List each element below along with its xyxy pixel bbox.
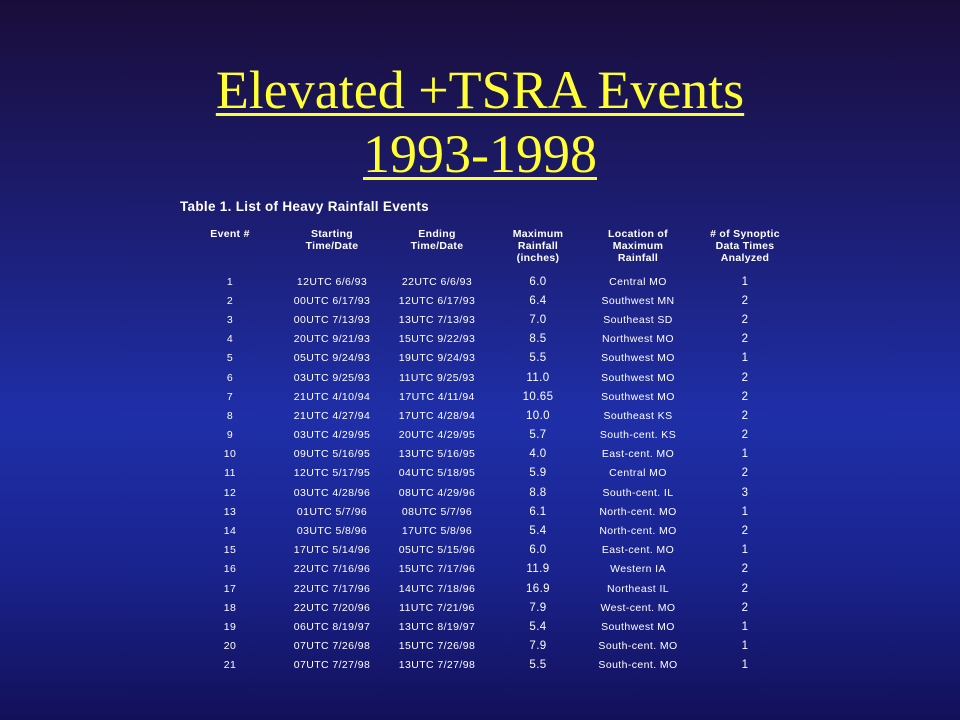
cell-location: Northeast IL: [607, 582, 669, 595]
cell-max-rainfall: 11.9: [526, 563, 550, 576]
cell-synoptic-times: 1: [741, 659, 749, 672]
cell-synoptic-times: 2: [741, 582, 749, 595]
cell-ending-time: 13UTC 7/27/98: [398, 659, 476, 672]
table-row: [180, 502, 800, 521]
table-header-row: [180, 228, 800, 272]
cell-location: Southwest MO: [601, 390, 675, 403]
cell-event-number: 6: [226, 371, 234, 384]
cell-event-number: 18: [223, 601, 237, 614]
cell-ending-time: 17UTC 4/11/94: [399, 390, 475, 403]
cell-starting-time: 17UTC 5/14/96: [293, 544, 371, 557]
cell-synoptic-times: 2: [741, 390, 749, 403]
cell-max-rainfall: 6.0: [529, 275, 547, 288]
header-synoptic-times: # of Synoptic Data Times Analyzed: [710, 228, 780, 264]
cell-max-rainfall: 7.9: [529, 601, 547, 614]
cell-location: Southeast KS: [603, 409, 673, 422]
cell-event-number: 19: [223, 620, 237, 633]
cell-starting-time: 22UTC 7/20/96: [293, 601, 371, 614]
cell-ending-time: 04UTC 5/18/95: [398, 467, 476, 480]
table-row: [180, 387, 800, 406]
cell-synoptic-times: 2: [741, 429, 749, 442]
table-row: [180, 637, 800, 656]
cell-starting-time: 20UTC 9/21/93: [293, 333, 371, 346]
cell-starting-time: 05UTC 9/24/93: [293, 352, 371, 365]
cell-location: South-cent. KS: [599, 429, 677, 442]
cell-ending-time: 14UTC 7/18/96: [398, 582, 476, 595]
cell-ending-time: 17UTC 4/28/94: [398, 409, 476, 422]
cell-max-rainfall: 5.5: [529, 659, 547, 672]
cell-synoptic-times: 2: [741, 409, 749, 422]
cell-synoptic-times: 1: [741, 620, 749, 633]
cell-synoptic-times: 1: [741, 505, 749, 518]
cell-location: West-cent. MO: [600, 601, 676, 614]
cell-max-rainfall: 7.0: [529, 313, 547, 326]
cell-starting-time: 09UTC 5/16/95: [293, 448, 371, 461]
table-row: [180, 349, 800, 368]
cell-synoptic-times: 2: [741, 313, 749, 326]
cell-starting-time: 12UTC 5/17/95: [293, 467, 371, 480]
cell-event-number: 8: [226, 409, 234, 422]
cell-location: Southeast SD: [603, 313, 673, 326]
cell-event-number: 15: [223, 544, 237, 557]
cell-synoptic-times: 1: [741, 544, 749, 557]
cell-location: Southwest MN: [601, 294, 675, 307]
cell-synoptic-times: 3: [741, 486, 749, 499]
cell-location: East-cent. MO: [601, 448, 675, 461]
table-row: [180, 521, 800, 540]
cell-event-number: 14: [223, 525, 237, 538]
header-location: Location of Maximum Rainfall: [608, 228, 668, 264]
header-maximum-rainfall: Maximum Rainfall (inches): [512, 228, 564, 264]
cell-event-number: 5: [226, 352, 234, 365]
header-event-number: Event #: [210, 228, 250, 240]
table-row: [180, 330, 800, 349]
table-row: [180, 368, 800, 387]
cell-starting-time: 07UTC 7/26/98: [293, 640, 371, 653]
cell-ending-time: 13UTC 5/16/95: [398, 448, 476, 461]
cell-synoptic-times: 2: [741, 601, 749, 614]
cell-starting-time: 06UTC 8/19/97: [293, 620, 371, 633]
table-row: [180, 656, 800, 675]
cell-max-rainfall: 6.4: [529, 294, 547, 307]
cell-event-number: 11: [224, 467, 236, 480]
cell-max-rainfall: 5.4: [529, 620, 547, 633]
cell-event-number: 9: [226, 429, 234, 442]
table-row: [180, 445, 800, 464]
cell-location: North-cent. MO: [599, 525, 677, 538]
slide-title: [0, 58, 960, 186]
cell-ending-time: 22UTC 6/6/93: [401, 275, 473, 288]
cell-max-rainfall: 5.9: [529, 467, 547, 480]
cell-max-rainfall: 10.0: [526, 409, 550, 422]
cell-synoptic-times: 2: [741, 563, 749, 576]
cell-max-rainfall: 5.4: [529, 525, 547, 538]
table-row: [180, 291, 800, 310]
cell-starting-time: 21UTC 4/10/94: [293, 390, 371, 403]
cell-max-rainfall: 5.5: [529, 352, 547, 365]
cell-ending-time: 08UTC 5/7/96: [401, 505, 473, 518]
table-row: [180, 598, 800, 617]
cell-starting-time: 00UTC 7/13/93: [293, 313, 371, 326]
cell-ending-time: 05UTC 5/15/96: [398, 544, 476, 557]
cell-event-number: 21: [223, 659, 237, 672]
cell-synoptic-times: 2: [741, 294, 749, 307]
table-body: [180, 272, 800, 675]
cell-synoptic-times: 2: [741, 371, 749, 384]
cell-synoptic-times: 2: [741, 525, 749, 538]
table-caption: Table 1. List of Heavy Rainfall Events: [180, 199, 429, 214]
header-ending-time: Ending Time/Date: [410, 228, 464, 252]
cell-ending-time: 08UTC 4/29/96: [398, 486, 476, 499]
cell-ending-time: 15UTC 7/26/98: [398, 640, 476, 653]
cell-location: Southwest MO: [601, 352, 675, 365]
cell-ending-time: 11UTC 7/21/96: [399, 601, 475, 614]
cell-location: South-cent. MO: [598, 659, 678, 672]
table-row: [180, 426, 800, 445]
cell-starting-time: 03UTC 9/25/93: [293, 371, 371, 384]
rainfall-events-table: [180, 228, 800, 675]
slide-title-line-1: Elevated +TSRA Events: [215, 60, 745, 120]
cell-location: Central MO: [609, 467, 667, 480]
cell-event-number: 3: [226, 313, 234, 326]
cell-ending-time: 15UTC 7/17/96: [398, 563, 476, 576]
cell-max-rainfall: 10.65: [522, 390, 554, 403]
cell-event-number: 1: [226, 275, 234, 288]
cell-ending-time: 15UTC 9/22/93: [398, 333, 476, 346]
cell-synoptic-times: 1: [741, 352, 749, 365]
cell-ending-time: 19UTC 9/24/93: [398, 352, 476, 365]
cell-ending-time: 13UTC 8/19/97: [398, 620, 476, 633]
cell-starting-time: 03UTC 4/29/95: [293, 429, 371, 442]
cell-synoptic-times: 1: [741, 448, 749, 461]
cell-event-number: 17: [223, 582, 237, 595]
cell-location: East-cent. MO: [601, 544, 675, 557]
cell-location: Western IA: [610, 563, 666, 576]
cell-event-number: 4: [226, 333, 234, 346]
cell-starting-time: 00UTC 6/17/93: [293, 294, 371, 307]
cell-max-rainfall: 6.0: [529, 544, 547, 557]
cell-max-rainfall: 6.1: [529, 505, 547, 518]
cell-ending-time: 13UTC 7/13/93: [398, 313, 476, 326]
cell-starting-time: 03UTC 4/28/96: [293, 486, 371, 499]
cell-starting-time: 22UTC 7/17/96: [293, 582, 371, 595]
cell-starting-time: 03UTC 5/8/96: [296, 525, 368, 538]
cell-starting-time: 21UTC 4/27/94: [293, 409, 371, 422]
header-starting-time: Starting Time/Date: [305, 228, 359, 252]
table-row: [180, 272, 800, 291]
cell-event-number: 20: [223, 640, 237, 653]
cell-ending-time: 12UTC 6/17/93: [398, 294, 476, 307]
table-row: [180, 560, 800, 579]
cell-synoptic-times: 1: [741, 275, 749, 288]
cell-event-number: 7: [226, 390, 234, 403]
cell-location: South-cent. MO: [598, 640, 678, 653]
cell-event-number: 10: [223, 448, 237, 461]
cell-ending-time: 17UTC 5/8/96: [401, 525, 473, 538]
cell-max-rainfall: 8.8: [529, 486, 547, 499]
cell-synoptic-times: 2: [741, 467, 749, 480]
cell-starting-time: 07UTC 7/27/98: [293, 659, 371, 672]
cell-location: Central MO: [609, 275, 667, 288]
cell-max-rainfall: 16.9: [526, 582, 550, 595]
cell-max-rainfall: 5.7: [529, 429, 547, 442]
cell-ending-time: 20UTC 4/29/95: [398, 429, 476, 442]
table-row: [180, 464, 800, 483]
cell-ending-time: 11UTC 9/25/93: [399, 371, 475, 384]
cell-synoptic-times: 2: [741, 333, 749, 346]
cell-location: South-cent. IL: [602, 486, 674, 499]
table-row: [180, 541, 800, 560]
slide-title-line-2: 1993-1998: [363, 124, 597, 184]
cell-location: North-cent. MO: [599, 505, 677, 518]
cell-location: Southwest MO: [601, 620, 675, 633]
table-row: [180, 617, 800, 636]
table-row: [180, 310, 800, 329]
cell-starting-time: 01UTC 5/7/96: [296, 505, 368, 518]
cell-location: Southwest MO: [601, 371, 675, 384]
cell-event-number: 16: [223, 563, 237, 576]
cell-event-number: 13: [223, 505, 237, 518]
cell-synoptic-times: 1: [741, 640, 749, 653]
cell-starting-time: 12UTC 6/6/93: [296, 275, 368, 288]
cell-max-rainfall: 4.0: [529, 448, 547, 461]
table-row: [180, 483, 800, 502]
table-row: [180, 406, 800, 425]
cell-event-number: 2: [226, 294, 234, 307]
cell-starting-time: 22UTC 7/16/96: [293, 563, 371, 576]
cell-max-rainfall: 11.0: [526, 371, 550, 384]
cell-max-rainfall: 8.5: [529, 333, 547, 346]
table-row: [180, 579, 800, 598]
cell-max-rainfall: 7.9: [529, 640, 547, 653]
rainfall-events-table-container: [180, 196, 800, 672]
cell-event-number: 12: [223, 486, 237, 499]
cell-location: Northwest MO: [602, 333, 674, 346]
